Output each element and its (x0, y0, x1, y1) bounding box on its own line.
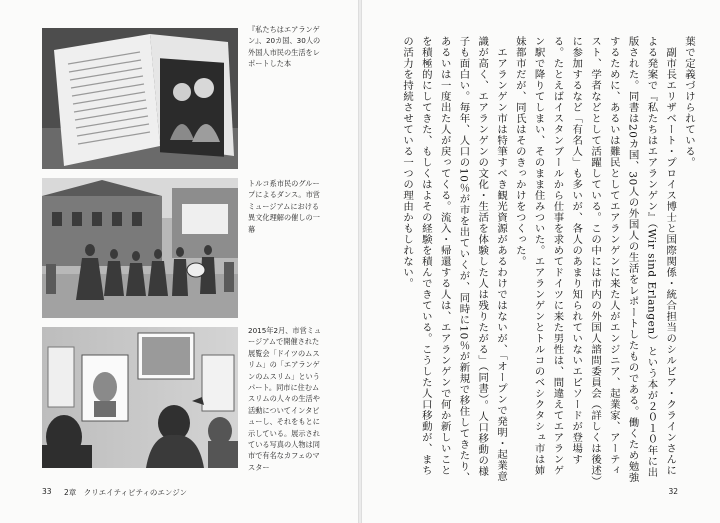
dance-photo (42, 178, 238, 318)
left-page (0, 0, 358, 523)
exhibition-photo (42, 327, 238, 468)
photo-caption-2: トルコ系市民のグループによるダンス。市営ミュージアムにおける異文化理解の催しの一幕 (248, 179, 320, 234)
book-photo (42, 28, 238, 169)
paragraph: 葉で定義づけられている。 (683, 36, 695, 168)
photo-caption-3: 2015年2月、市営ミュージアムで開催された展覧会「ドイツのムスリム」の「エアランゲンのムスリム」というパート。同市に住むムスリムの人々の生活や活動についてインタビューし、それをもとに示している。展示されている写真の人物は同市で有名なカフェのマスター (248, 326, 322, 472)
paragraph: エアランゲン市は特筆すべき観光資源があるわけではないが、「オープンで発明・起業意識が高く、エアランゲンの文化・生活を体験した人は残りたがる」（同書）。人口移動の様子も面白い。毎年、人口の10％が市を出ていくが、同時に10％が新規で移住してきたり、あるいは一度出た人が戻ってくる。流入・帰還する人は、エアランゲンで何か新しいことを積極的にしてきた、もしくはよその経験を積んできている。こうした人口移動が、まちの活力を持続させている一つの理由かもしれない。 (401, 36, 508, 483)
exhibition-illustration (42, 327, 238, 468)
right-page (362, 0, 720, 523)
dance-illustration (42, 178, 238, 318)
page-number-right: 32 (668, 487, 678, 496)
running-head: 2章 クリエイティビティのエンジン (64, 488, 188, 497)
photo-caption-1: 『私たちはエアランゲン』、20カ国、30人の外国人市民の生活をレポートした本 (248, 25, 321, 69)
paragraph: 副市長エリザベート・プロイス博士と国際関係・統合担当のシルビア・クラインさんによる発案で『私たちはエアランゲン』（Wir sind Erlangen）という本が２０１０年に出版された。同書は20カ国、30人の外国人の生活をレポートしたものである。働くため勉強するために、あるいは難民としてエアランゲンに来た人がエンジニア、起業家、アーティスト、学者などとして活躍している。この中には市内の外国人諮問委員会（詳しくは後述）に参加するなど「有名人」も多いが、各人のあまり知られていないエピソードが登場する。たとえばイスタンブールから仕事を求めてドイツに来た男性は、間違えてエアランゲン駅で降りてしまい、そのまま住みついた。エアランゲンとトルコのベシクタシュ市は姉妹都市だが、同氏はそのきっかけをつくった。 (513, 36, 677, 483)
book-illustration (42, 28, 238, 169)
body-text (380, 36, 698, 486)
page-number-left: 33 (42, 487, 52, 496)
